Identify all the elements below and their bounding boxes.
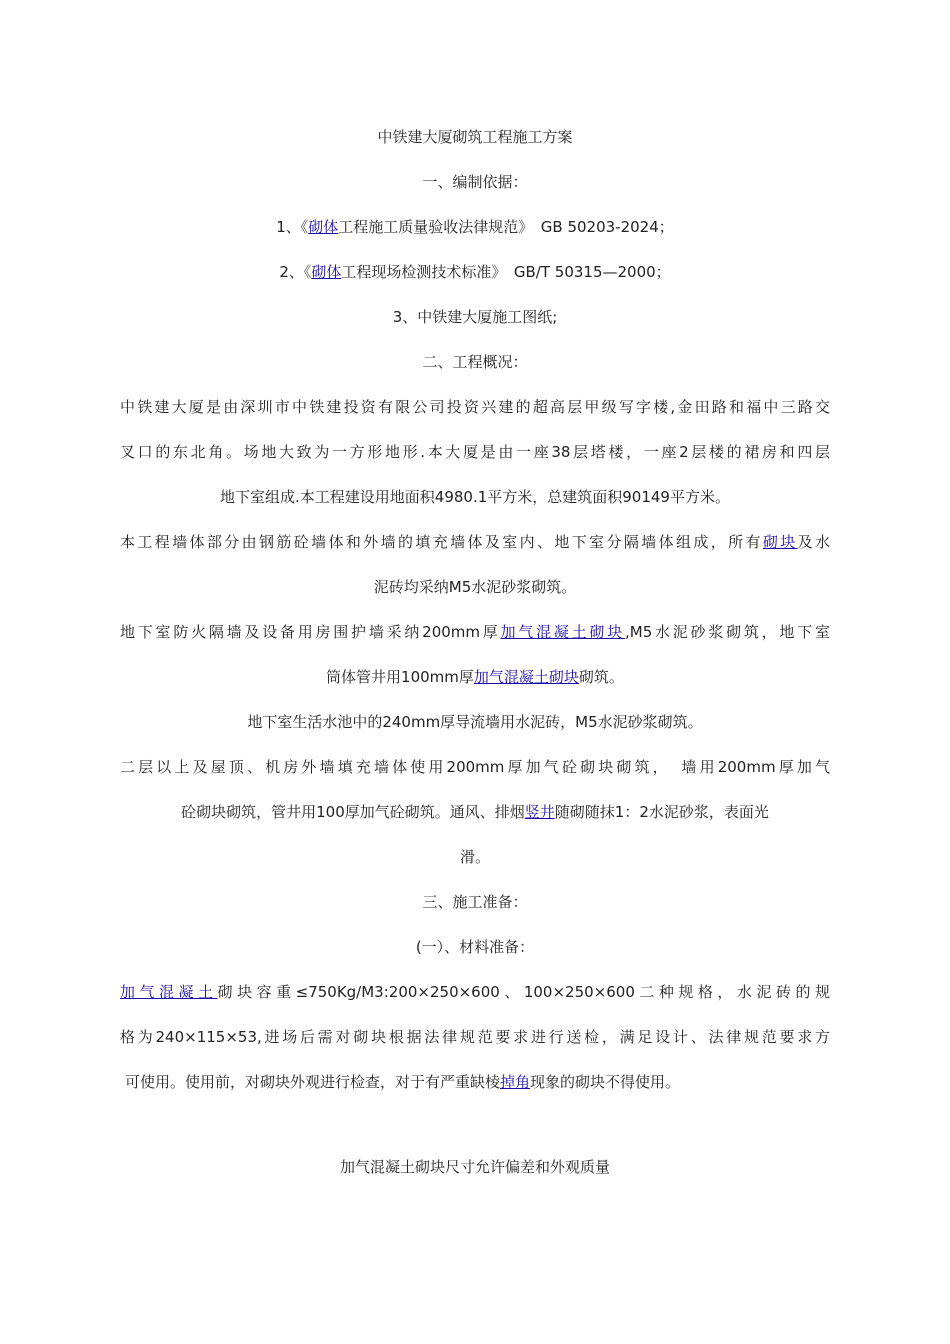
- masonry-link[interactable]: 砌体: [311, 263, 342, 281]
- materials-paragraph: [120, 982, 830, 1002]
- table-title: 加气混凝土砌块尺寸允许偏差和外观质量: [339, 1158, 610, 1176]
- text-span: 地下室防火隔墙及设备用房围护墙采纳200mm厚: [120, 623, 501, 641]
- text-span: 砌筑。: [578, 668, 624, 686]
- walls-paragraph-3: 地下室生活水池中的240mm厚导流墙用水泥砖，M5水泥砂浆砌筑。: [247, 713, 703, 731]
- subsection-heading-materials: (一）、材料准备：: [415, 938, 535, 956]
- text-span: 砌块容重≤750Kg/M3:200×250×600、100×250×600二种规格，水泥砖的规: [217, 983, 830, 1001]
- aerated-concrete-link[interactable]: 加气混凝土: [120, 983, 218, 1001]
- materials-paragraph-cont: 格为240×115×53,进场后需对砌块根据法律规范要求进行送检，满足设计、法律规范要求方: [120, 1028, 830, 1046]
- reference-suffix: 工程施工质量验收法律规范》 GB 50203-2024；: [338, 218, 674, 236]
- aerated-concrete-block-link[interactable]: 加气混凝土砌块: [473, 668, 579, 686]
- text-span: 砼砌块砌筑，管井用100厚加气砼砌筑。通风、排烟: [181, 803, 525, 821]
- document-title: 中铁建大厦砌筑工程施工方案: [377, 128, 573, 146]
- overview-line: 中铁建大厦是由深圳市中铁建投资有限公司投资兴建的超高层甲级写字楼,金田路和福中三路交: [120, 398, 830, 416]
- walls-paragraph-4-cont: [120, 802, 830, 822]
- text-span: ,M5水泥砂浆砌筑，地下室: [624, 623, 830, 641]
- walls-paragraph-1-cont: 泥砖均采纳M5水泥砂浆砌筑。: [373, 578, 577, 596]
- walls-paragraph-2: [120, 622, 830, 642]
- materials-paragraph-end: [125, 1072, 835, 1092]
- walls-paragraph-4-end: 滑。: [459, 848, 490, 866]
- text-span: 现象的砌块不得使用。: [530, 1073, 681, 1091]
- reference-prefix: 1、《: [276, 218, 309, 236]
- text-span: 可使用。使用前，对砌块外观进行检查，对于有严重缺棱: [125, 1073, 501, 1091]
- reference-item-2: [120, 262, 830, 282]
- overview-line: 叉口的东北角。场地大致为一方形地形.本大厦是由一座38层塔楼，一座2层楼的裙房和四层: [120, 443, 830, 461]
- reference-prefix: 2、《: [279, 263, 312, 281]
- section-heading-preparation: 三、施工准备：: [422, 893, 528, 911]
- text-span: 随砌随抹1：2水泥砂浆，表面光: [554, 803, 769, 821]
- reference-item-3: 3、中铁建大厦施工图纸;: [392, 308, 558, 326]
- walls-paragraph-4: 二层以上及屋顶、机房外墙填充墙体使用200mm厚加气砼砌块砌筑， 墙用200mm厚加气: [120, 758, 830, 776]
- shaft-link[interactable]: 竖井: [524, 803, 555, 821]
- corner-missing-link[interactable]: 掉角: [500, 1073, 531, 1091]
- section-heading-basis: 一、编制依据：: [422, 173, 528, 191]
- walls-paragraph-1: [120, 532, 830, 552]
- masonry-link[interactable]: 砌体: [308, 218, 339, 236]
- section-heading-overview: 二、工程概况：: [422, 353, 528, 371]
- reference-suffix: 工程现场检测技术标准》 GB/T 50315—2000；: [341, 263, 671, 281]
- block-link[interactable]: 砌块: [762, 533, 798, 551]
- text-span: 及水: [797, 533, 830, 551]
- reference-item-1: [120, 217, 830, 237]
- overview-line: 地下室组成.本工程建设用地面积4980.1平方米，总建筑面积90149平方米。: [220, 488, 730, 506]
- aerated-concrete-block-link[interactable]: 加气混凝土砌块: [500, 623, 625, 641]
- walls-paragraph-2-cont: [120, 667, 830, 687]
- text-span: 本工程墙体部分由钢筋砼墙体和外墙的填充墙体及室内、地下室分隔墙体组成，所有: [120, 533, 763, 551]
- text-span: 筒体管井用100mm厚: [326, 668, 474, 686]
